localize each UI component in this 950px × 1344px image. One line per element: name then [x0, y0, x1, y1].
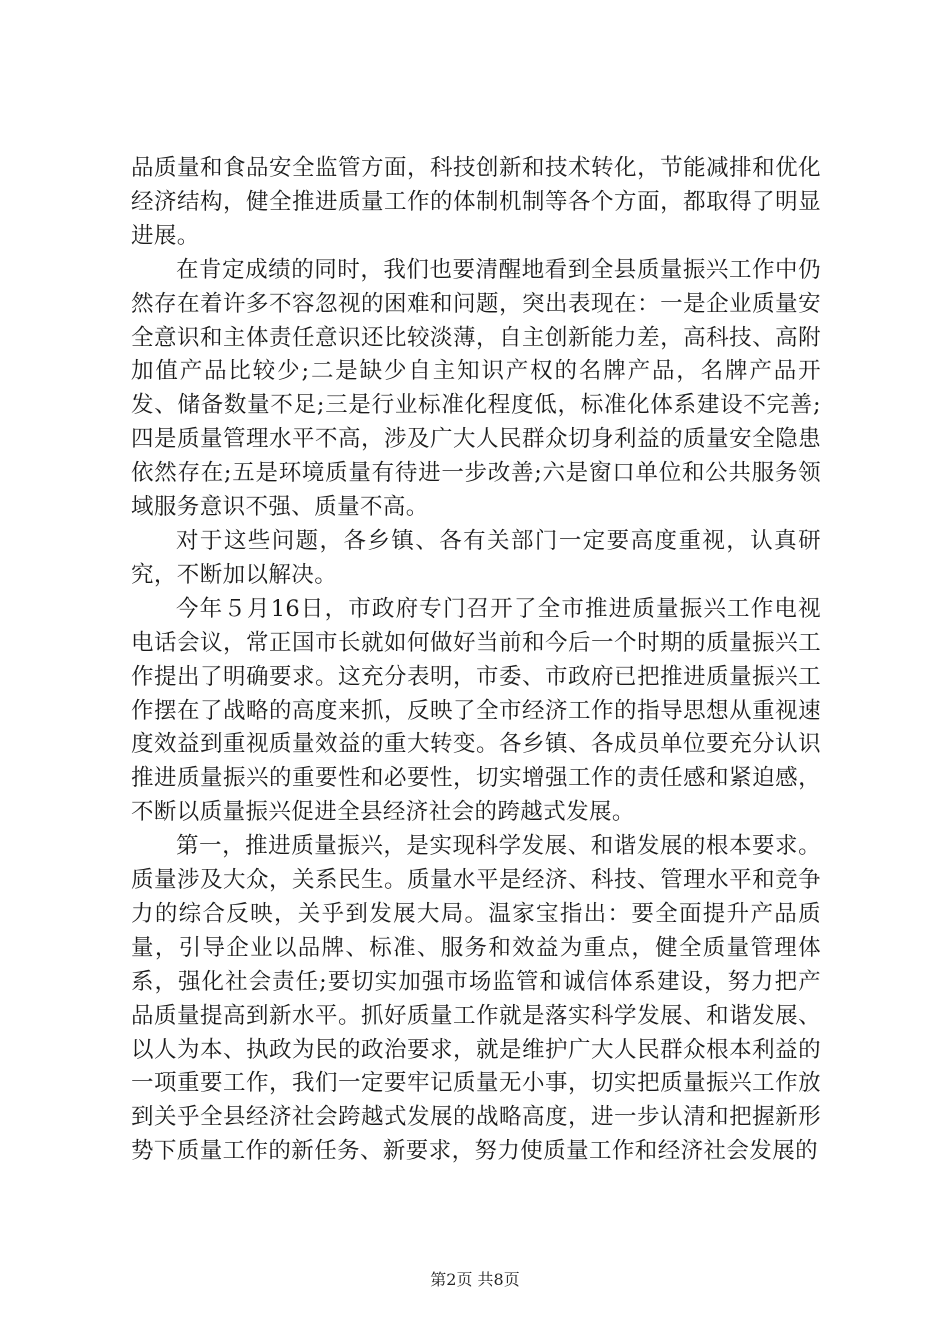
paragraph-1: 品质量和食品安全监管方面，科技创新和技术转化，节能减排和优化经济结构，健全推进质量工作的体制机制等各个方面，都取得了明显进展。: [131, 155, 821, 249]
paragraph-2: 在肯定成绩的同时，我们也要清醒地看到全县质量振兴工作中仍然存在着许多不容忽视的困难和问题，突出表现在：一是企业质量安全意识和主体责任意识还比较淡薄，自主创新能力差，高科技、高附加值产品比较少;二是缺少自主知识产权的名牌产品，名牌产品开发、储备数量不足;三是行业标准化程度低，标准化体系建设不完善;四是质量管理水平不高，涉及广大人民群众切身利益的质量安全隐患依然存在;五是环境质量有待进一步改善;六是窗口单位和公共服务领域服务意识不强、质量不高。: [131, 256, 821, 521]
paragraph-3: 对于这些问题，各乡镇、各有关部门一定要高度重视，认真研究，不断加以解决。: [131, 527, 821, 588]
paragraph-4: 今年５月16日，市政府专门召开了全市推进质量振兴工作电视电话会议，常正国市长就如何做好当前和今后一个时期的质量振兴工作提出了明确要求。这充分表明，市委、市政府已把推进质量振兴工作摆在了战略的高度来抓，反映了全市经济工作的指导思想从重视速度效益到重视质量效益的重大转变。各乡镇、各成员单位要充分认识推进质量振兴的重要性和必要性，切实增强工作的责任感和紧迫感，不断以质量振兴促进全县经济社会的跨越式发展。: [131, 595, 821, 826]
paragraph-5: 第一，推进质量振兴，是实现科学发展、和谐发展的根本要求。质量涉及大众，关系民生。质量水平是经济、科技、管理水平和竞争力的综合反映，关乎到发展大局。温家宝指出：要全面提升产品质量，引导企业以品牌、标准、服务和效益为重点，健全质量管理体系，强化社会责任;要切实加强市场监管和诚信体系建设，努力把产品质量提高到新水平。抓好质量工作就是落实科学发展、和谐发展、以人为本、执政为民的政治要求，就是维护广大人民群众根本利益的一项重要工作，我们一定要牢记质量无小事，切实把质量振兴工作放到关乎全县经济社会跨越式发展的战略高度，进一步认清和把握新形势下质量工作的新任务、新要求，努力使质量工作和经济社会发展的: [131, 833, 821, 1165]
page-footer: 第2页 共8页: [430, 1270, 520, 1289]
body-text: [131, 152, 821, 1169]
